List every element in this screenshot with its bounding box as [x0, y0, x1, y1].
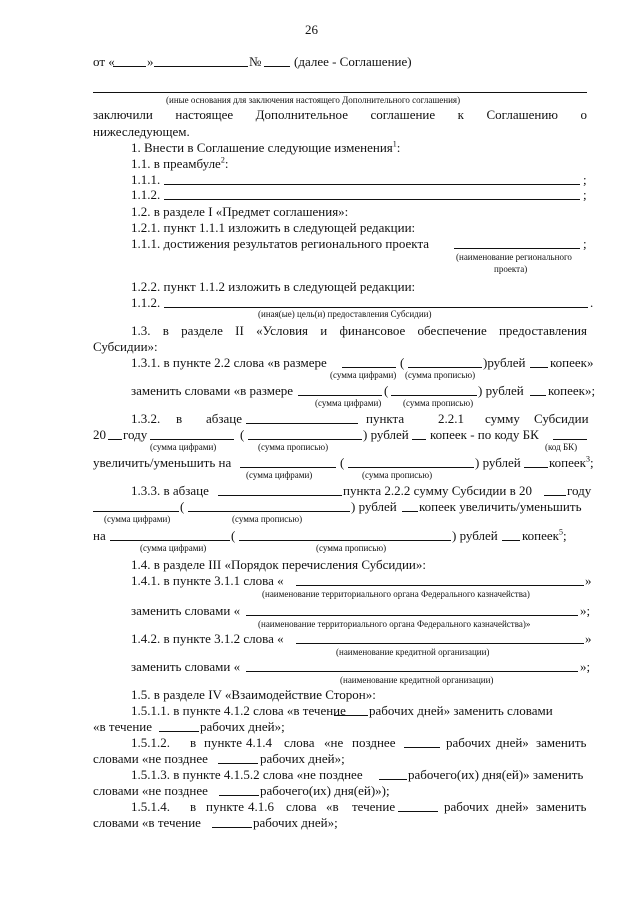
caption-digits: (сумма цифрами) [315, 398, 382, 408]
item-1-5-1-1: 1.5.1.1. в пункте 4.1.2 слова «в течение [131, 703, 346, 718]
new-kopecks-blank[interactable] [530, 395, 546, 396]
treasury-new-blank[interactable] [246, 615, 578, 616]
days-blank[interactable] [159, 731, 199, 732]
open-paren: ( [384, 383, 389, 398]
days-blank[interactable] [219, 795, 259, 796]
item-1-3-2-w2: в [176, 411, 183, 426]
semicolon: ; [583, 187, 587, 202]
caption-words: (сумма прописью) [405, 370, 476, 380]
item-1-3-2-w4: пункта [366, 411, 405, 426]
item-1-5-1-3-end: рабочего(их) дня(ей)»); [260, 783, 390, 798]
kopecks-label: копеек»; [548, 383, 596, 398]
w: пункте [204, 735, 243, 750]
w: в [190, 735, 197, 750]
on-label: на [93, 528, 106, 543]
caption-words: (сумма прописью) [362, 470, 433, 480]
kopecks-blank[interactable] [530, 367, 548, 368]
item-1-1: 1.1. в преамбуле$^2$: [131, 155, 229, 171]
caption-words: (сумма прописью) [258, 442, 329, 452]
amount-words-blank[interactable] [408, 367, 482, 368]
close-quote: »; [580, 659, 591, 674]
item-1-3-2-w1: 1.3.2. [131, 411, 161, 426]
bank-caption: (наименование кредитной организации) [336, 647, 490, 657]
grounds-caption: (иные основания для заключения настоящего Дополнительного соглашения) [166, 95, 461, 105]
rubles-label: ) рублей [351, 499, 397, 514]
days-blank[interactable] [404, 747, 440, 748]
item-1-3-3-mid: пункта 2.2.2 сумму Субсидии в 20 [343, 483, 532, 498]
kopecks-label: копеек$^5$; [522, 527, 567, 543]
days-blank[interactable] [398, 811, 438, 812]
day-blank[interactable] [113, 66, 146, 67]
rubles-label: ) рублей [478, 383, 524, 398]
w: рабочих [444, 799, 490, 814]
period: . [590, 295, 594, 310]
item-1-1-1-regional: 1.1.1. достижения результатов регионального проекта [131, 236, 430, 251]
change-kopecks-blank[interactable] [524, 467, 548, 468]
regional-project-blank[interactable] [454, 248, 580, 249]
change-label: увеличить/уменьшить на [93, 455, 232, 470]
year-blank[interactable] [544, 495, 566, 496]
replace-label: заменить словами « [131, 603, 241, 618]
caption-words: (сумма прописью) [316, 543, 387, 553]
footnote-mark: 5 [558, 527, 563, 537]
subsidy-kopecks-blank[interactable] [402, 511, 418, 512]
item-1-1-2b: 1.1.2. [131, 295, 161, 310]
w: 4.1.4 [246, 735, 272, 750]
semicolon: ; [583, 236, 587, 251]
bank-new-blank[interactable] [246, 671, 578, 672]
w: 1.5.1.2. [131, 735, 170, 750]
w: слова [284, 735, 315, 750]
w: 4.1.6 [248, 799, 274, 814]
caption-digits: (сумма цифрами) [330, 370, 397, 380]
subsidy-words-blank[interactable] [248, 439, 362, 440]
item-1-5-1-3-line2: словами «не позднее [93, 783, 208, 798]
w: пункте [206, 799, 245, 814]
close-quote: »; [580, 603, 591, 618]
month-blank[interactable] [154, 66, 248, 67]
item-1-3-2-w6: сумму [485, 411, 520, 426]
treasury-old-blank[interactable] [296, 585, 584, 586]
page-number: 26 [305, 22, 318, 37]
caption-bk: (код БК) [545, 442, 578, 452]
item-1-5-1-3-tail: рабочего(их) дня(ей)» заменить [408, 767, 584, 782]
caption-digits: (сумма цифрами) [246, 470, 313, 480]
w: позднее [352, 735, 396, 750]
intro-word: о [580, 107, 587, 122]
item-1-4: 1.4. в разделе III «Порядок перечисления Субсидии»: [131, 557, 426, 572]
item-1-5-1-2-line2: словами «не позднее [93, 751, 208, 766]
w: заменить [536, 799, 587, 814]
subsidy-kopecks-blank[interactable] [412, 439, 426, 440]
item-1-3-1: 1.3.1. в пункте 2.2 слова «в размере [131, 355, 327, 370]
item-1: 1. Внести в Соглашение следующие изменения$^1$: [131, 139, 401, 155]
close-quote: » [585, 631, 592, 646]
caption-digits: (сумма цифрами) [150, 442, 217, 452]
days-blank[interactable] [334, 715, 368, 716]
rubles-label: ) рублей [452, 528, 498, 543]
footnote-mark: 2 [220, 155, 225, 165]
w: рабочих [446, 735, 492, 750]
item-1-3: 1.3. в разделе II «Условия и финансовое обеспечение предоставления [131, 323, 587, 338]
item-1-5: 1.5. в разделе IV «Взаимодействие Сторон»: [131, 687, 376, 702]
rubles-label: ) рублей [363, 427, 409, 442]
footnote-mark: 3 [585, 454, 590, 464]
subsidy-words-blank[interactable] [188, 511, 350, 512]
item-1-4-1: 1.4.1. в пункте 3.1.1 слова « [131, 573, 284, 588]
days-blank[interactable] [212, 827, 252, 828]
change-digits-blank[interactable] [240, 467, 336, 468]
caption-words: (сумма прописью) [403, 398, 474, 408]
caption-digits: (сумма цифрами) [140, 543, 207, 553]
date-prefix: от « [93, 54, 115, 69]
w: дней» [496, 799, 529, 814]
new-amount-digits-blank[interactable] [298, 395, 382, 396]
item-1-1-1: 1.1.1. [131, 172, 161, 187]
number-blank[interactable] [264, 66, 290, 67]
date-mid: » [147, 54, 154, 69]
item-1-5-1-4-line2: словами «в течение [93, 815, 201, 830]
intro-word: Дополнительное [255, 107, 348, 122]
item-1-3-2-w3: абзаце [206, 411, 243, 426]
close-quote: » [585, 573, 592, 588]
rubles-label: ) рублей [475, 455, 521, 470]
regional-caption-2: проекта) [494, 264, 528, 274]
intro-line [93, 107, 587, 122]
year-word: году [567, 483, 592, 498]
agreement-note: (далее - Соглашение) [294, 54, 412, 69]
paragraph-blank[interactable] [246, 423, 358, 424]
amount-digits-blank[interactable] [342, 367, 396, 368]
number-sign: № [249, 54, 262, 69]
replace-label: заменить словами «в размере [131, 383, 293, 398]
change-kopecks-blank[interactable] [502, 540, 520, 541]
change-digits-blank[interactable] [110, 540, 230, 541]
w: заменить [536, 735, 587, 750]
days-blank[interactable] [379, 779, 407, 780]
bk-code-blank[interactable] [553, 439, 587, 440]
preamble-blank-1[interactable] [164, 184, 580, 185]
w: течение [352, 799, 396, 814]
item-1-1-2: 1.1.2. [131, 187, 161, 202]
year-blank[interactable] [108, 439, 122, 440]
item-1-5-1-1-tail: рабочих дней» заменить словами [369, 703, 553, 718]
open-paren: ( [180, 499, 185, 514]
item-1-3-line-2: Субсидии»: [93, 339, 158, 354]
subsidy-digits-blank[interactable] [150, 439, 234, 440]
w: дней» [496, 735, 529, 750]
bank-old-blank[interactable] [296, 643, 584, 644]
paragraph-blank[interactable] [218, 495, 342, 496]
intro-word: соглашение [370, 107, 436, 122]
kopecks-label: копеек$^3$; [549, 454, 594, 470]
open-paren: ( [400, 355, 405, 370]
replace-label: заменить словами « [131, 659, 241, 674]
item-1-5-1-2-end: рабочих дней»; [260, 751, 345, 766]
caption-digits: (сумма цифрами) [104, 514, 171, 524]
year-prefix: 20 [93, 427, 106, 442]
open-paren: ( [240, 427, 245, 442]
intro-word: Соглашению [486, 107, 558, 122]
kopecks-label: копеек» [550, 355, 594, 370]
item-1-2-2: 1.2.2. пункт 1.1.2 изложить в следующей редакции: [131, 279, 416, 294]
subsidy-digits-blank[interactable] [93, 511, 179, 512]
caption-words: (сумма прописью) [232, 514, 303, 524]
intro-word: заключили [93, 107, 153, 122]
w: «не [324, 735, 344, 750]
new-amount-words-blank[interactable] [391, 395, 477, 396]
w: слова [286, 799, 317, 814]
regional-caption-1: (наименование регионального [456, 252, 572, 262]
item-1-2-1: 1.2.1. пункт 1.1.1 изложить в следующей редакции: [131, 220, 416, 235]
item-1-3-3: 1.3.3. в абзаце [131, 483, 209, 498]
purpose-blank[interactable] [164, 307, 588, 308]
treasury-caption: (наименование территориального органа Федерального казначейства)» [258, 619, 531, 629]
preamble-blank-2[interactable] [164, 199, 580, 200]
open-paren: ( [231, 528, 236, 543]
semicolon: ; [583, 172, 587, 187]
item-1-5-1-1-end: рабочих дней»; [200, 719, 285, 734]
treasury-caption: (наименование территориального органа Федерального казначейства) [262, 589, 530, 599]
purpose-caption: (иная(ые) цель(и) предоставления Субсидии) [258, 309, 432, 319]
grounds-blank[interactable] [93, 92, 587, 93]
intro-word: к [457, 107, 464, 122]
item-1-5-1-1-line2: «в течение [93, 719, 153, 734]
year-word: году [123, 427, 148, 442]
item-1-3-2-w5: 2.2.1 [438, 411, 464, 426]
intro-word: настоящее [175, 107, 234, 122]
change-label: копеек увеличить/уменьшить [419, 499, 582, 514]
item-1-4-2: 1.4.2. в пункте 3.1.2 слова « [131, 631, 284, 646]
bank-caption: (наименование кредитной организации) [340, 675, 494, 685]
rubles-label: )рублей [483, 355, 526, 370]
bk-label: копеек - по коду БК [430, 427, 539, 442]
item-1-5-1-3: 1.5.1.3. в пункте 4.1.5.2 слова «не позднее [131, 767, 363, 782]
item-1-3-2-w7: Субсидии [534, 411, 589, 426]
item-1-5-1-4-end: рабочих дней»; [253, 815, 338, 830]
footnote-mark: 1 [392, 139, 397, 149]
days-blank[interactable] [218, 763, 258, 764]
item-1-2: 1.2. в разделе I «Предмет соглашения»: [131, 204, 349, 219]
w: в [190, 799, 197, 814]
change-words-blank[interactable] [348, 467, 474, 468]
open-paren: ( [340, 455, 345, 470]
change-words-blank[interactable] [239, 540, 451, 541]
intro-line-2: нижеследующем. [93, 124, 190, 139]
w: «в [326, 799, 339, 814]
w: 1.5.1.4. [131, 799, 170, 814]
